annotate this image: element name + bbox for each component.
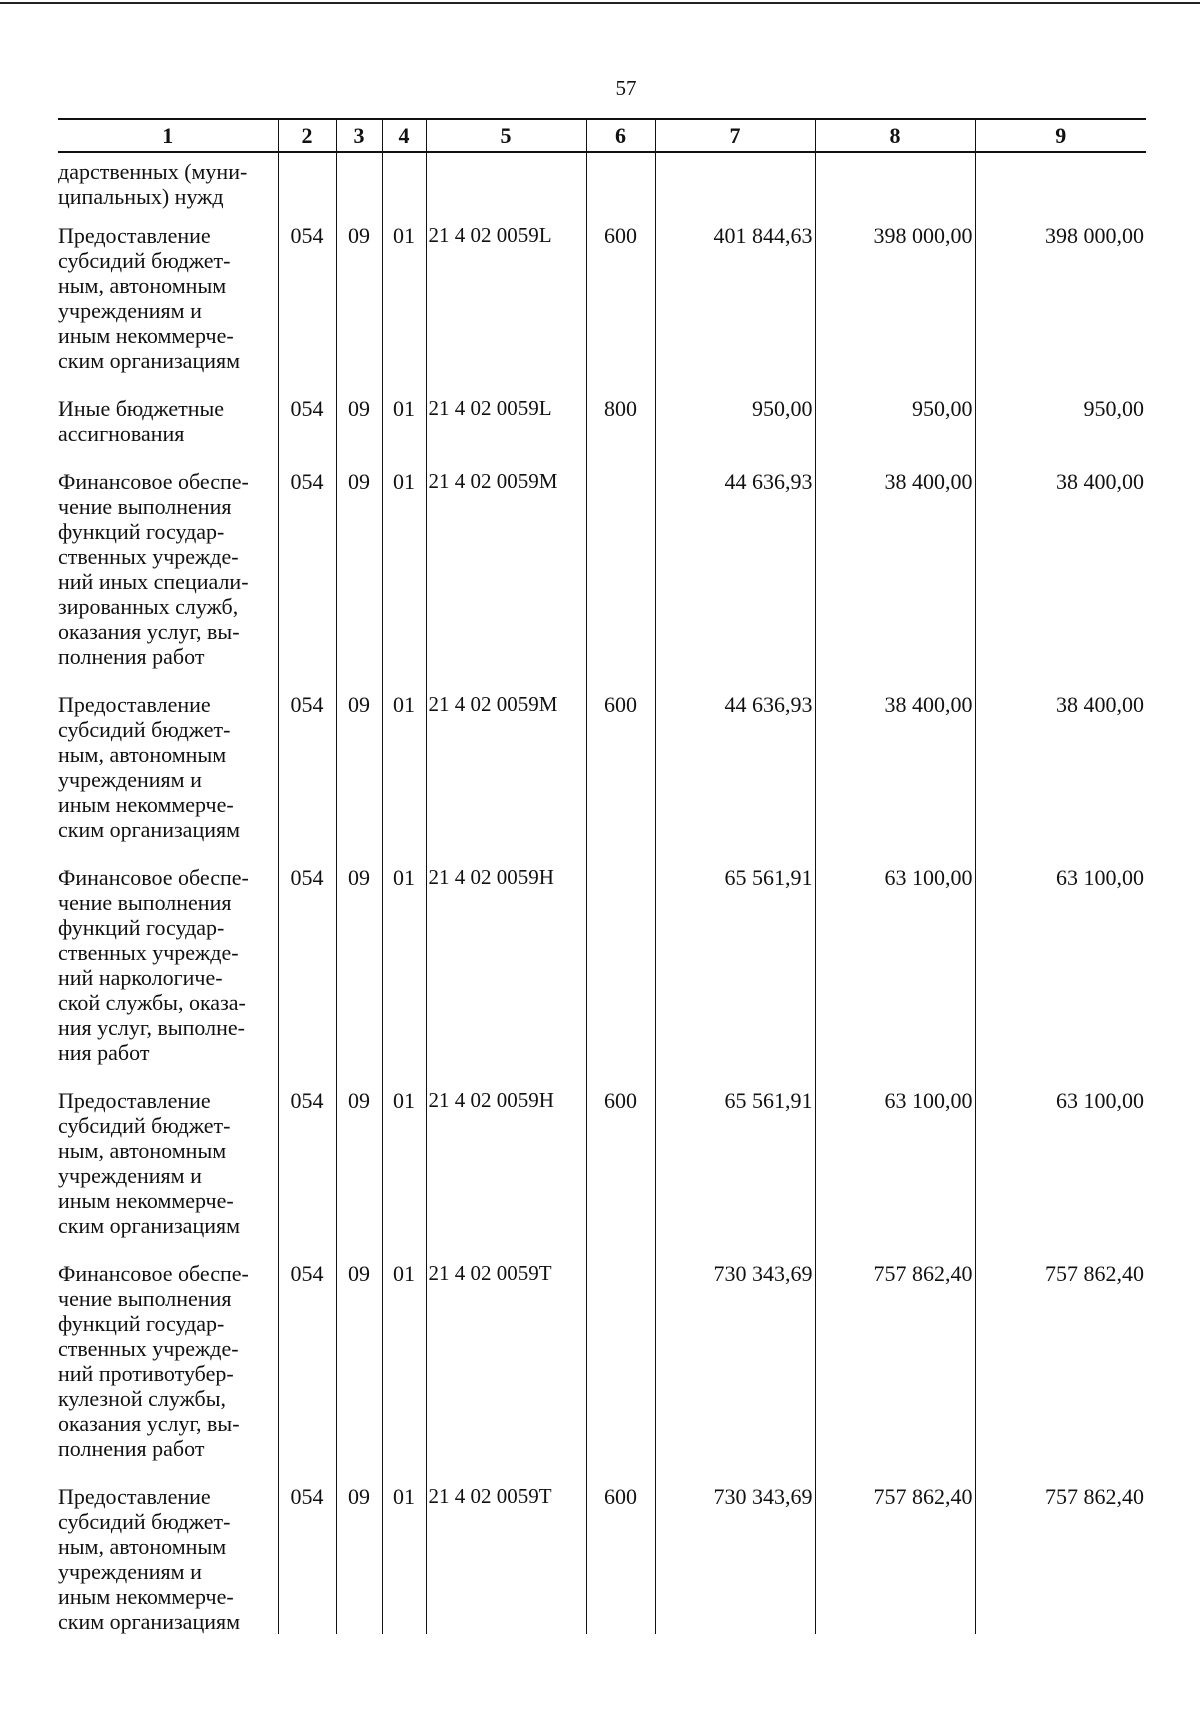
row-name-cell: [58, 152, 278, 223]
row-code-target: 21 4 02 0059H: [426, 865, 586, 1088]
row-label: дарственных (муни- ципальных) нужд: [58, 159, 248, 209]
row-code-subsection: 01: [382, 1261, 426, 1484]
row-amount-col8: 63 100,00: [815, 1088, 975, 1261]
row-label: Предоставление субсидий бюджет- ным, автономным учреждениям и иным некоммерче- ским организациям: [58, 1484, 241, 1634]
row-amount-col9: 38 400,00: [975, 469, 1146, 692]
row-code-section: 09: [336, 1484, 382, 1634]
row-amount-col9: 757 862,40: [975, 1484, 1146, 1634]
row-code-admin: [278, 152, 336, 223]
row-code-section: 09: [336, 1261, 382, 1484]
row-label: Предоставление субсидий бюджет- ным, автономным учреждениям и иным некоммерче- ским организациям: [58, 1088, 241, 1238]
header-col-4: 4: [382, 119, 426, 152]
header-col-1: 1: [58, 119, 278, 152]
row-code-expense-type: 800: [586, 396, 655, 469]
budget-table: [58, 118, 1146, 1634]
header-col-7: 7: [655, 119, 815, 152]
row-code-section: 09: [336, 692, 382, 865]
table-row: [58, 1261, 1146, 1484]
row-code-target: 21 4 02 0059M: [426, 692, 586, 865]
row-label: Предоставление субсидий бюджет- ным, автономным учреждениям и иным некоммерче- ским организациям: [58, 223, 241, 373]
header-col-9: 9: [975, 119, 1146, 152]
row-code-expense-type: [586, 152, 655, 223]
table-row: [58, 1088, 1146, 1261]
row-amount-col9: 950,00: [975, 396, 1146, 469]
row-code-target: 21 4 02 0059L: [426, 396, 586, 469]
table-row: [58, 469, 1146, 692]
row-code-target: 21 4 02 0059T: [426, 1484, 586, 1634]
row-code-admin: 054: [278, 1484, 336, 1634]
row-code-target: 21 4 02 0059H: [426, 1088, 586, 1261]
row-code-subsection: 01: [382, 396, 426, 469]
row-code-admin: 054: [278, 692, 336, 865]
row-code-expense-type: 600: [586, 692, 655, 865]
row-code-section: 09: [336, 396, 382, 469]
row-amount-col7: 730 343,69: [655, 1484, 815, 1634]
row-amount-col8: 38 400,00: [815, 469, 975, 692]
scan-top-rule: [0, 2, 1200, 4]
row-amount-col9: 63 100,00: [975, 1088, 1146, 1261]
row-code-section: 09: [336, 865, 382, 1088]
row-code-admin: 054: [278, 223, 336, 396]
table-header: [58, 119, 1146, 152]
row-label: Иные бюджетные ассигнования: [58, 396, 225, 446]
table-row: [58, 865, 1146, 1088]
row-amount-col9: [975, 152, 1146, 223]
row-code-expense-type: [586, 865, 655, 1088]
row-amount-col7: [655, 152, 815, 223]
row-code-subsection: 01: [382, 692, 426, 865]
row-amount-col8: 398 000,00: [815, 223, 975, 396]
row-code-subsection: 01: [382, 469, 426, 692]
row-label: Предоставление субсидий бюджет- ным, автономным учреждениям и иным некоммерче- ским организациям: [58, 692, 241, 842]
row-amount-col7: 401 844,63: [655, 223, 815, 396]
row-name-cell: [58, 1484, 278, 1634]
header-col-6: 6: [586, 119, 655, 152]
row-amount-col8: 757 862,40: [815, 1261, 975, 1484]
row-code-subsection: 01: [382, 1484, 426, 1634]
row-code-section: 09: [336, 469, 382, 692]
row-code-target: 21 4 02 0059L: [426, 223, 586, 396]
table-row: [58, 1484, 1146, 1634]
row-amount-col7: 730 343,69: [655, 1261, 815, 1484]
row-amount-col8: [815, 152, 975, 223]
row-code-section: 09: [336, 1088, 382, 1261]
row-code-subsection: [382, 152, 426, 223]
row-name-cell: [58, 692, 278, 865]
row-name-cell: [58, 223, 278, 396]
table-row: [58, 223, 1146, 396]
row-amount-col9: 398 000,00: [975, 223, 1146, 396]
header-col-8: 8: [815, 119, 975, 152]
table-row: [58, 396, 1146, 469]
page-number: 57: [615, 76, 637, 100]
row-amount-col9: 63 100,00: [975, 865, 1146, 1088]
row-code-target: 21 4 02 0059M: [426, 469, 586, 692]
row-code-admin: 054: [278, 1261, 336, 1484]
row-code-subsection: 01: [382, 1088, 426, 1261]
row-name-cell: [58, 396, 278, 469]
row-code-admin: 054: [278, 1088, 336, 1261]
row-label: Финансовое обеспе- чение выполнения функций государ- ственных учрежде- ний иных специали- зированных служб, оказания услуг, вы- полнения работ: [58, 469, 249, 669]
row-label: Финансовое обеспе- чение выполнения функций государ- ственных учрежде- ний наркологиче- ской службы, оказа- ния услуг, выполне- ния работ: [58, 865, 249, 1065]
row-name-cell: [58, 1088, 278, 1261]
row-code-admin: 054: [278, 865, 336, 1088]
row-code-section: 09: [336, 223, 382, 396]
row-name-cell: [58, 469, 278, 692]
row-amount-col8: 950,00: [815, 396, 975, 469]
row-code-admin: 054: [278, 396, 336, 469]
header-col-2: 2: [278, 119, 336, 152]
header-col-3: 3: [336, 119, 382, 152]
row-amount-col8: 63 100,00: [815, 865, 975, 1088]
row-code-expense-type: [586, 1261, 655, 1484]
row-code-subsection: 01: [382, 865, 426, 1088]
row-code-expense-type: 600: [586, 1088, 655, 1261]
row-code-target: [426, 152, 586, 223]
row-amount-col7: 44 636,93: [655, 692, 815, 865]
row-code-section: [336, 152, 382, 223]
header-col-5: 5: [426, 119, 586, 152]
row-name-cell: [58, 865, 278, 1088]
row-amount-col8: 757 862,40: [815, 1484, 975, 1634]
row-amount-col7: 65 561,91: [655, 865, 815, 1088]
row-code-expense-type: [586, 469, 655, 692]
row-code-target: 21 4 02 0059T: [426, 1261, 586, 1484]
row-amount-col8: 38 400,00: [815, 692, 975, 865]
row-amount-col7: 950,00: [655, 396, 815, 469]
header-row: [58, 119, 1146, 152]
row-amount-col9: 757 862,40: [975, 1261, 1146, 1484]
table-row: [58, 692, 1146, 865]
row-amount-col9: 38 400,00: [975, 692, 1146, 865]
row-code-expense-type: 600: [586, 1484, 655, 1634]
row-code-admin: 054: [278, 469, 336, 692]
table-body: [58, 152, 1146, 1634]
table-row: [58, 152, 1146, 223]
row-amount-col7: 44 636,93: [655, 469, 815, 692]
row-name-cell: [58, 1261, 278, 1484]
row-code-subsection: 01: [382, 223, 426, 396]
row-label: Финансовое обеспе- чение выполнения функций государ- ственных учрежде- ний противотубер- кулезной службы, оказания услуг, вы- полнения работ: [58, 1261, 249, 1461]
row-amount-col7: 65 561,91: [655, 1088, 815, 1261]
row-code-expense-type: 600: [586, 223, 655, 396]
